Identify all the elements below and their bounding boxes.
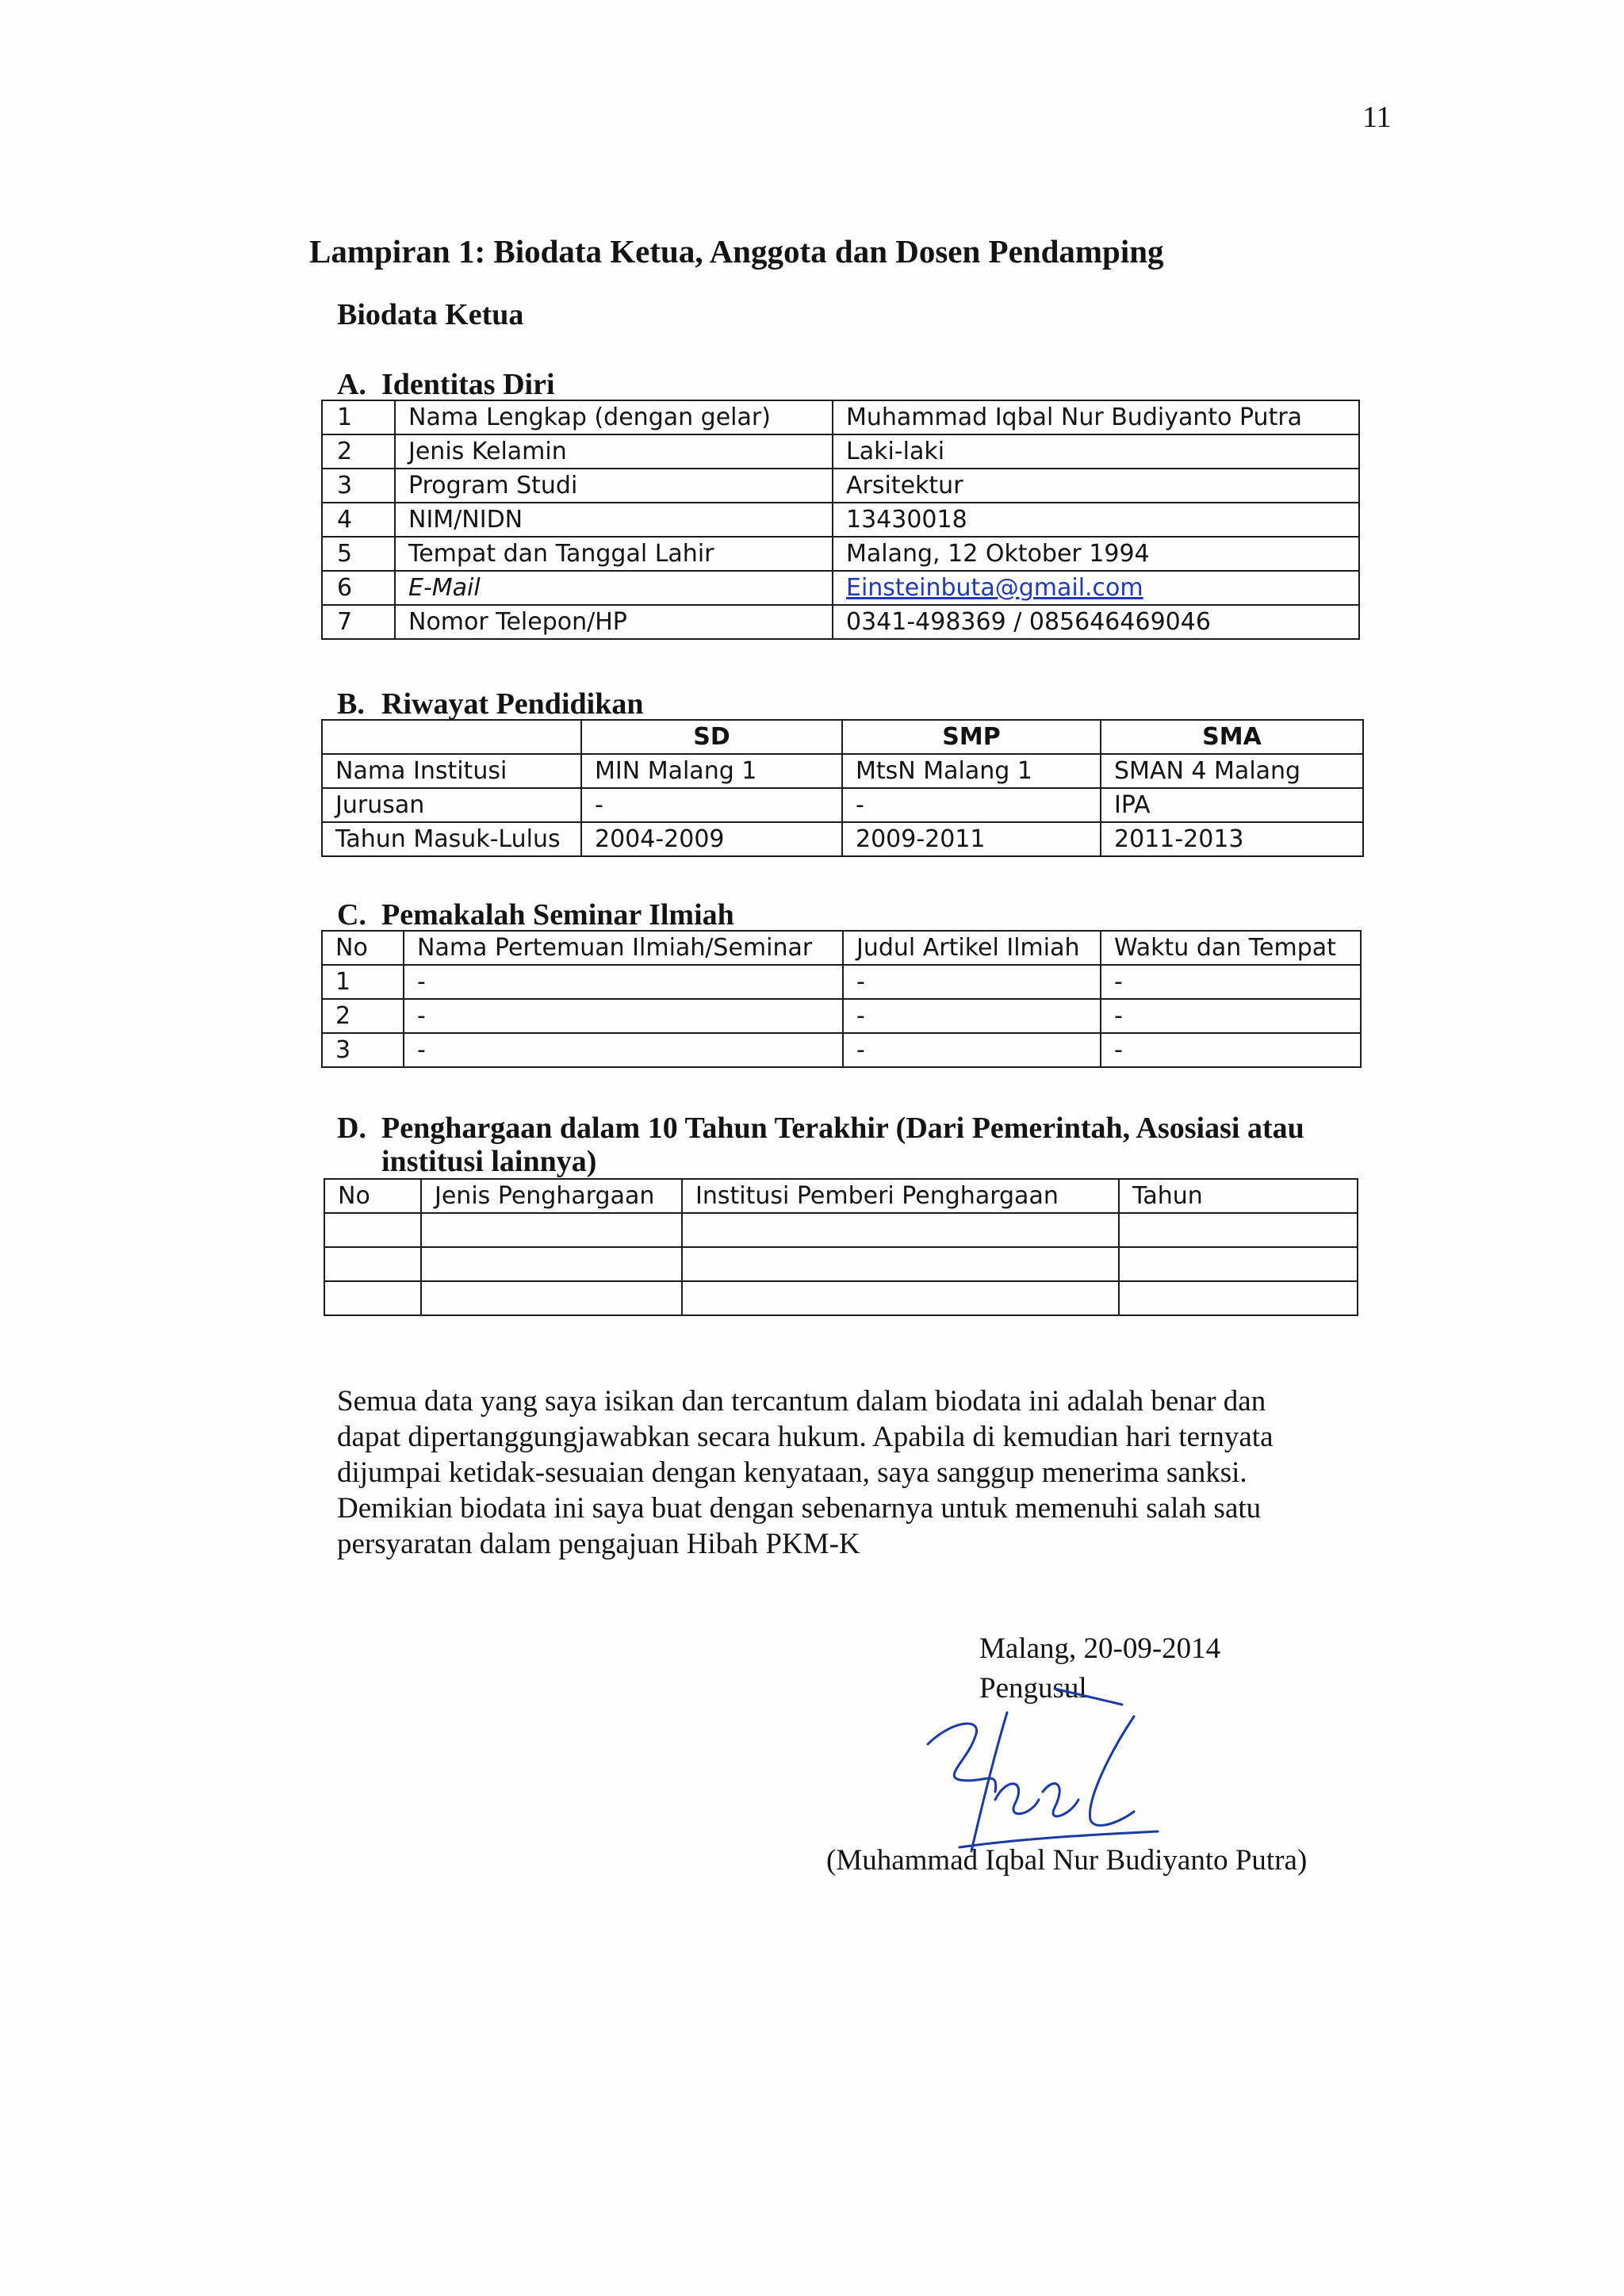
table-cell: - xyxy=(843,1033,1101,1067)
table-row xyxy=(322,822,1363,856)
column-header: Institusi Pemberi Penghargaan xyxy=(682,1179,1119,1213)
row-number: 3 xyxy=(322,469,395,503)
table-cell xyxy=(682,1213,1119,1247)
field-value xyxy=(833,571,1359,605)
table-cell xyxy=(1119,1281,1358,1315)
table-row xyxy=(322,605,1359,639)
row-number: 5 xyxy=(322,537,395,571)
table-cell: - xyxy=(404,965,843,999)
section-c-heading xyxy=(337,897,734,932)
table-cell: - xyxy=(843,965,1101,999)
table-cell xyxy=(324,1281,421,1315)
section-a-heading xyxy=(337,367,555,402)
table-row xyxy=(324,1247,1358,1281)
row-number: 2 xyxy=(322,434,395,469)
field-value: Arsitektur xyxy=(833,469,1359,503)
table-row xyxy=(322,434,1359,469)
table-cell xyxy=(324,1247,421,1281)
table-row xyxy=(322,999,1361,1033)
table-cell: 2011-2013 xyxy=(1101,822,1363,856)
section-a-letter: A. xyxy=(337,368,366,401)
table-cell: - xyxy=(843,999,1101,1033)
table-cell xyxy=(421,1281,682,1315)
field-label: Tempat dan Tanggal Lahir xyxy=(395,537,833,571)
identity-table xyxy=(321,400,1360,640)
column-header: SMA xyxy=(1101,720,1363,754)
table-cell xyxy=(421,1213,682,1247)
section-d-heading xyxy=(337,1111,1304,1146)
statement-line: Demikian biodata ini saya buat dengan sebenarnya untuk memenuhi salah satu xyxy=(337,1492,1262,1525)
table-cell: 2009-2011 xyxy=(842,822,1101,856)
table-cell xyxy=(324,1213,421,1247)
document-subtitle: Biodata Ketua xyxy=(337,298,524,331)
field-value: 0341-498369 / 085646469046 xyxy=(833,605,1359,639)
table-cell: - xyxy=(581,788,842,822)
signatory-name: (Muhammad Iqbal Nur Budiyanto Putra) xyxy=(826,1844,1308,1877)
field-label: Nomor Telepon/HP xyxy=(395,605,833,639)
column-header: Nama Pertemuan Ilmiah/Seminar xyxy=(404,931,843,965)
statement-line: persyaratan dalam pengajuan Hibah PKM-K xyxy=(337,1528,860,1560)
section-d-title-line1: Penghargaan dalam 10 Tahun Terakhir (Dari Pemerintah, Asosiasi atau xyxy=(381,1112,1304,1145)
section-c-title: Pemakalah Seminar Ilmiah xyxy=(381,898,734,932)
table-row xyxy=(324,1281,1358,1315)
table-cell: MtsN Malang 1 xyxy=(842,754,1101,788)
row-number: 2 xyxy=(322,999,404,1033)
field-label: NIM/NIDN xyxy=(395,503,833,537)
table-row xyxy=(324,1213,1358,1247)
statement-line: dapat dipertanggungjawabkan secara hukum. Apabila di kemudian hari ternyata xyxy=(337,1421,1274,1453)
column-header: SD xyxy=(581,720,842,754)
row-number: 1 xyxy=(322,965,404,999)
table-cell: 2004-2009 xyxy=(581,822,842,856)
column-header xyxy=(322,720,581,754)
column-header: Judul Artikel Ilmiah xyxy=(843,931,1101,965)
table-row xyxy=(322,537,1359,571)
table-cell: IPA xyxy=(1101,788,1363,822)
signature-place-date: Malang, 20-09-2014 xyxy=(979,1632,1221,1665)
field-value: Laki-laki xyxy=(833,434,1359,469)
table-row xyxy=(322,754,1363,788)
column-header: No xyxy=(322,931,404,965)
section-d-letter: D. xyxy=(337,1112,366,1145)
section-c-letter: C. xyxy=(337,898,366,932)
table-cell xyxy=(1119,1213,1358,1247)
section-b-title: Riwayat Pendidikan xyxy=(381,687,644,721)
page-number: 11 xyxy=(1362,101,1392,134)
section-a-title: Identitas Diri xyxy=(381,368,555,401)
table-row xyxy=(322,400,1359,434)
declaration-statement xyxy=(337,1383,1400,1562)
statement-line: Semua data yang saya isikan dan tercantum dalam biodata ini adalah benar dan xyxy=(337,1385,1266,1418)
table-cell: - xyxy=(1101,1033,1361,1067)
table-row xyxy=(322,965,1361,999)
row-label: Tahun Masuk-Lulus xyxy=(322,822,581,856)
section-d-title-line2: institusi lainnya) xyxy=(381,1145,597,1178)
table-cell: MIN Malang 1 xyxy=(581,754,842,788)
column-header: No xyxy=(324,1179,421,1213)
section-b-heading xyxy=(337,687,643,721)
table-cell: - xyxy=(1101,965,1361,999)
table-row xyxy=(322,1033,1361,1067)
column-header: Jenis Penghargaan xyxy=(421,1179,682,1213)
field-label: Program Studi xyxy=(395,469,833,503)
seminar-table xyxy=(321,930,1362,1068)
table-cell xyxy=(1119,1247,1358,1281)
table-header-row xyxy=(324,1179,1358,1213)
row-number: 3 xyxy=(322,1033,404,1067)
field-label: E-Mail xyxy=(395,571,833,605)
signature-role: Pengusul xyxy=(979,1672,1087,1705)
field-value: Malang, 12 Oktober 1994 xyxy=(833,537,1359,571)
row-number: 6 xyxy=(322,571,395,605)
section-b-letter: B. xyxy=(337,687,365,721)
row-label: Nama Institusi xyxy=(322,754,581,788)
table-cell xyxy=(421,1247,682,1281)
table-cell: - xyxy=(404,999,843,1033)
table-cell xyxy=(682,1247,1119,1281)
row-number: 4 xyxy=(322,503,395,537)
table-row xyxy=(322,788,1363,822)
column-header: Waktu dan Tempat xyxy=(1101,931,1361,965)
row-label: Jurusan xyxy=(322,788,581,822)
statement-line: dijumpai ketidak-sesuaian dengan kenyataan, saya sanggup menerima sanksi. xyxy=(337,1456,1247,1489)
column-header: Tahun xyxy=(1119,1179,1358,1213)
field-value: Muhammad Iqbal Nur Budiyanto Putra xyxy=(833,400,1359,434)
table-cell: - xyxy=(842,788,1101,822)
row-number: 7 xyxy=(322,605,395,639)
email-link[interactable]: Einsteinbuta@gmail.com xyxy=(846,574,1143,602)
field-label: Jenis Kelamin xyxy=(395,434,833,469)
awards-table xyxy=(324,1178,1358,1316)
table-cell: - xyxy=(404,1033,843,1067)
table-header-row xyxy=(322,720,1363,754)
table-cell xyxy=(682,1281,1119,1315)
table-row xyxy=(322,469,1359,503)
table-cell: - xyxy=(1101,999,1361,1033)
table-row xyxy=(322,571,1359,605)
column-header: SMP xyxy=(842,720,1101,754)
table-row xyxy=(322,503,1359,537)
table-header-row xyxy=(322,931,1361,965)
field-value: 13430018 xyxy=(833,503,1359,537)
row-number: 1 xyxy=(322,400,395,434)
table-cell: SMAN 4 Malang xyxy=(1101,754,1363,788)
document-title: Lampiran 1: Biodata Ketua, Anggota dan Dosen Pendamping xyxy=(309,233,1164,270)
field-label: Nama Lengkap (dengan gelar) xyxy=(395,400,833,434)
education-table xyxy=(321,719,1364,857)
